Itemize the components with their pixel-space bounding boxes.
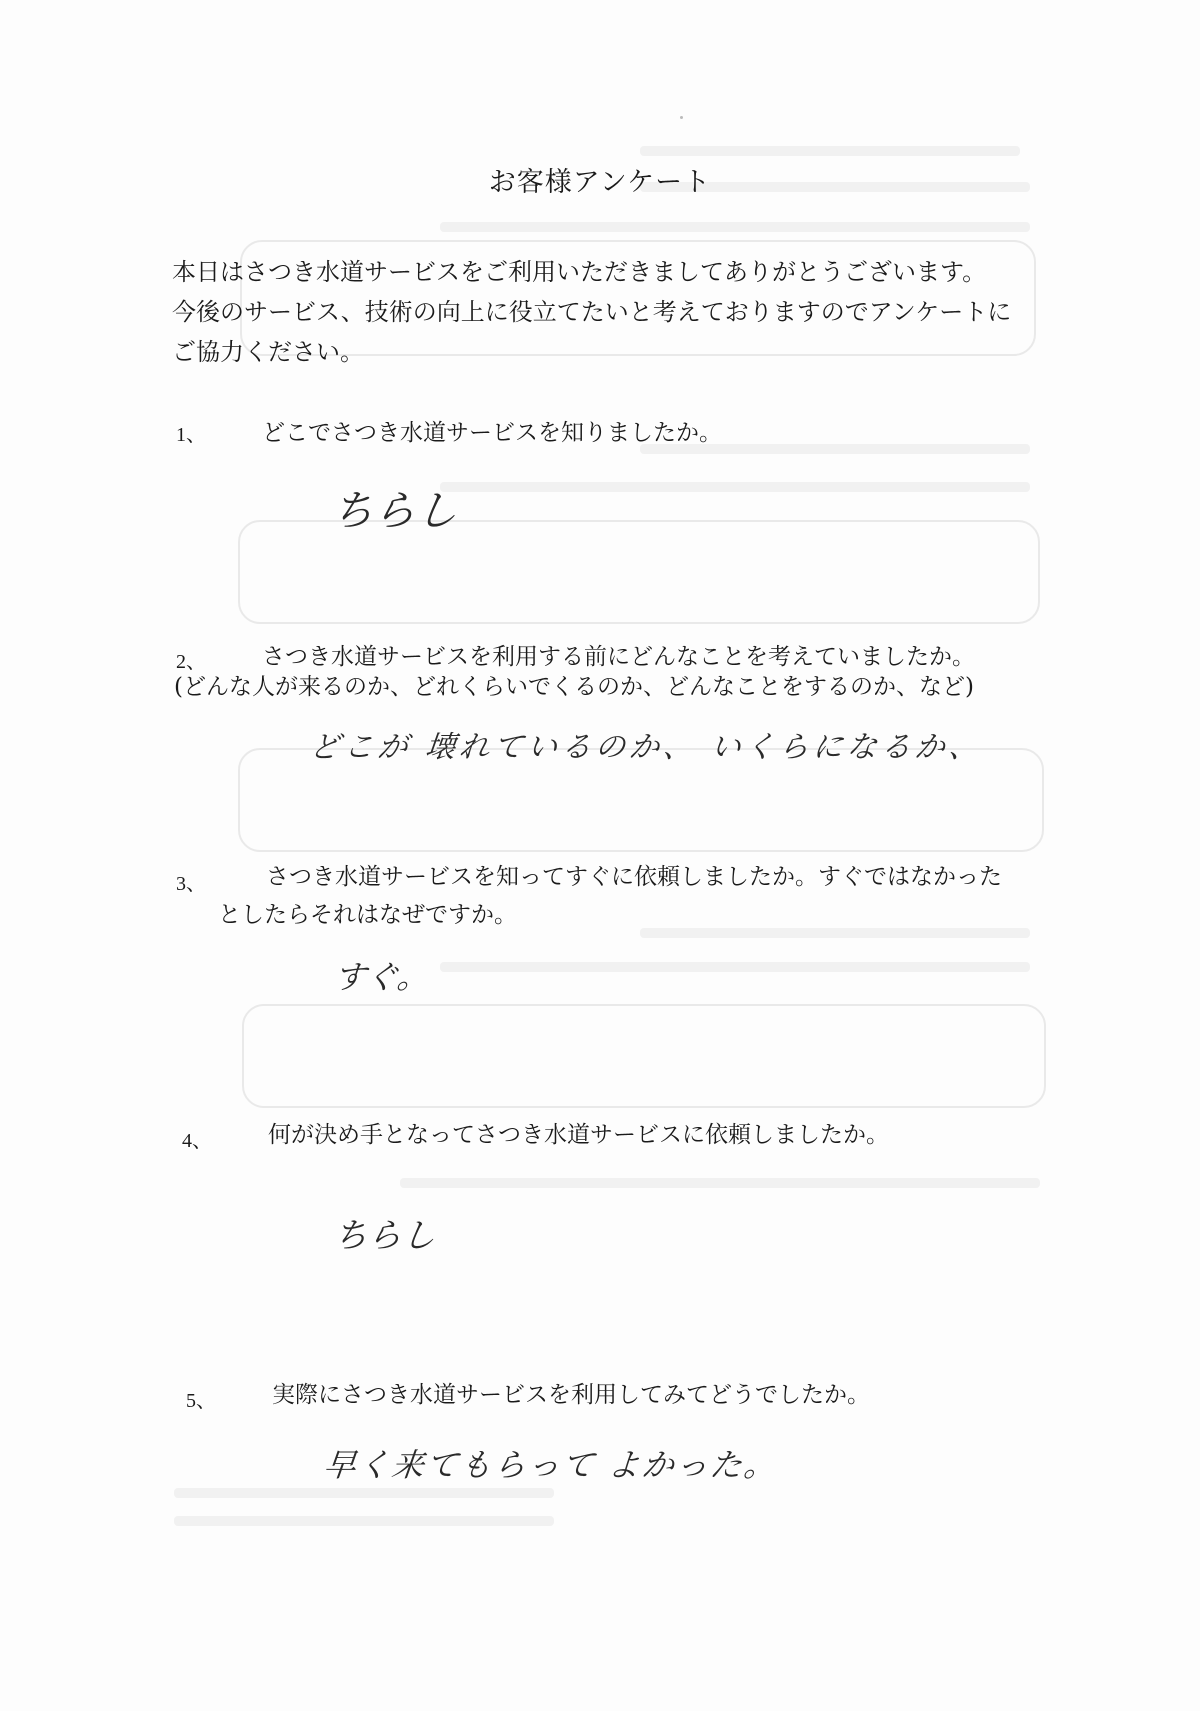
question-text: どこでさつき水道サービスを知りましたか。 <box>262 420 722 446</box>
question-number: 3、 <box>176 873 206 895</box>
handwritten-answer: 早く来てもらって よかった。 <box>321 1446 780 1484</box>
question-text: 何が決め手となってさつき水道サービスに依頼しましたか。 <box>268 1122 889 1148</box>
bleed-through-text <box>440 962 1030 972</box>
bleed-through-text <box>400 1178 1040 1188</box>
question-number: 4、 <box>182 1130 212 1152</box>
question-text: さつき水道サービスを利用する前にどんなことを考えていましたか。 <box>262 644 975 670</box>
question-text: さつき水道サービスを知ってすぐに依頼しましたか。すぐではなかった <box>266 864 1002 890</box>
bleed-through-box <box>242 1004 1046 1108</box>
bleed-through-text <box>174 1516 554 1526</box>
question-number: 2、 <box>176 651 206 673</box>
intro-line: ご協力ください。 <box>172 338 364 366</box>
handwritten-answer: どこが 壊れているのか、 いくらになるか、 <box>307 730 985 765</box>
question-number: 1、 <box>176 424 206 446</box>
question-number: 5、 <box>186 1390 216 1412</box>
handwritten-answer: すぐ。 <box>331 958 432 996</box>
bleed-through-text <box>640 928 1030 938</box>
question-text: 実際にさつき水道サービスを利用してみてどうでしたか。 <box>272 1382 870 1408</box>
bleed-through-text <box>440 222 1030 232</box>
paper-speck <box>680 116 683 119</box>
intro-line: 今後のサービス、技術の向上に役立てたいと考えておりますのでアンケートに <box>172 298 1012 326</box>
bleed-through-text <box>640 146 1020 156</box>
question-text: (どんな人が来るのか、どれくらいでくるのか、どんなことをするのか、など) <box>174 674 974 700</box>
bleed-through-text <box>174 1488 554 1498</box>
handwritten-answer: ちらし <box>329 486 461 535</box>
handwritten-answer: ちらし <box>331 1216 438 1256</box>
bleed-through-text <box>440 482 1030 492</box>
question-text: としたらそれはなぜですか。 <box>218 902 517 928</box>
intro-paragraph <box>172 252 1072 372</box>
intro-line: 本日はさつき水道サービスをご利用いただきましてありがとうございます。 <box>172 258 987 286</box>
page-title: お客様アンケート <box>488 167 712 198</box>
